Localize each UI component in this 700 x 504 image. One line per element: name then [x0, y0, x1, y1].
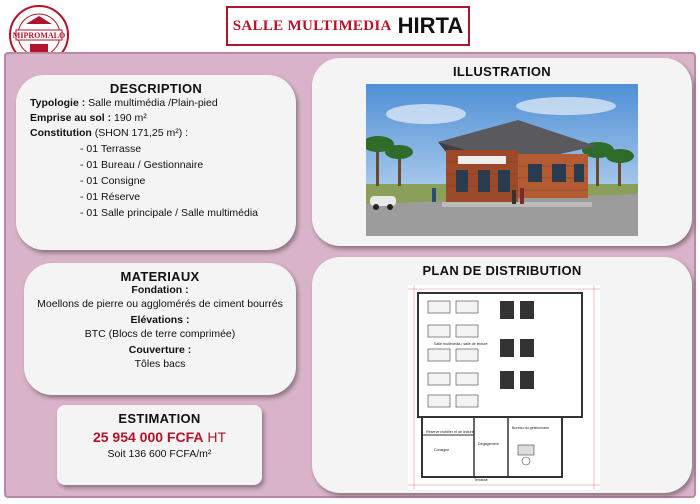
title-big: HIRTA — [397, 13, 464, 38]
building-render-image — [366, 84, 638, 236]
fondation-label: Fondation : — [131, 284, 189, 296]
plan-card — [312, 257, 692, 493]
typologie-line: Typologie : Salle multimédia /Plain-pied — [30, 97, 218, 109]
list-item: - 01 Bureau / Gestionnaire — [80, 159, 204, 171]
room-label-degagement: Dégagement — [478, 442, 499, 446]
estimation-per-m2: Soit 136 600 FCFA/m² — [107, 448, 212, 460]
room-label-bureau: Bureau du gestionnaire — [512, 426, 550, 430]
emprise-line: Emprise au sol : 190 m² — [30, 112, 147, 124]
room-label-reserve: Réserve mobilier et de lecture — [426, 430, 474, 434]
materiaux-heading: MATERIAUX — [120, 269, 200, 284]
floor-plan-drawing — [408, 285, 600, 490]
fondation-value: Moellons de pierre ou agglomérés de ciment bourrés — [37, 298, 283, 310]
list-item: - 01 Salle principale / Salle multimédia — [80, 207, 259, 219]
elevations-value: BTC (Blocs de terre comprimée) — [84, 328, 236, 340]
room-label-consigne: Consigne — [434, 448, 450, 452]
room-label-terrasse: Terrasse — [474, 478, 488, 482]
illustration-heading: ILLUSTRATION — [453, 64, 551, 79]
estimation-card — [57, 405, 262, 485]
list-item: - 01 Réserve — [80, 191, 141, 203]
constitution-line: Constitution (SHON 171,25 m²) : — [30, 127, 189, 139]
constitution-list — [30, 141, 282, 221]
materiaux-card — [24, 263, 296, 395]
elevations-label: Elévations : — [130, 314, 190, 326]
list-item: - 01 Consigne — [80, 175, 146, 187]
description-heading: DESCRIPTION — [109, 81, 203, 96]
couverture-value: Tôles bacs — [134, 358, 186, 370]
plan-heading: PLAN DE DISTRIBUTION — [422, 263, 582, 278]
description-card — [16, 75, 296, 250]
illustration-card — [312, 58, 692, 246]
estimation-heading: ESTIMATION — [118, 411, 201, 426]
title-box — [226, 6, 470, 46]
estimation-price: 25 954 000 FCFA HT — [92, 429, 227, 445]
room-label-main: Salle multimédia / salle de lecture — [434, 342, 488, 346]
title-small: SALLE MULTIMEDIA — [232, 17, 392, 34]
list-item: - 01 Terrasse — [80, 143, 142, 155]
logo-text: MIPROMALO — [12, 31, 66, 40]
couverture-label: Couverture : — [128, 344, 192, 356]
